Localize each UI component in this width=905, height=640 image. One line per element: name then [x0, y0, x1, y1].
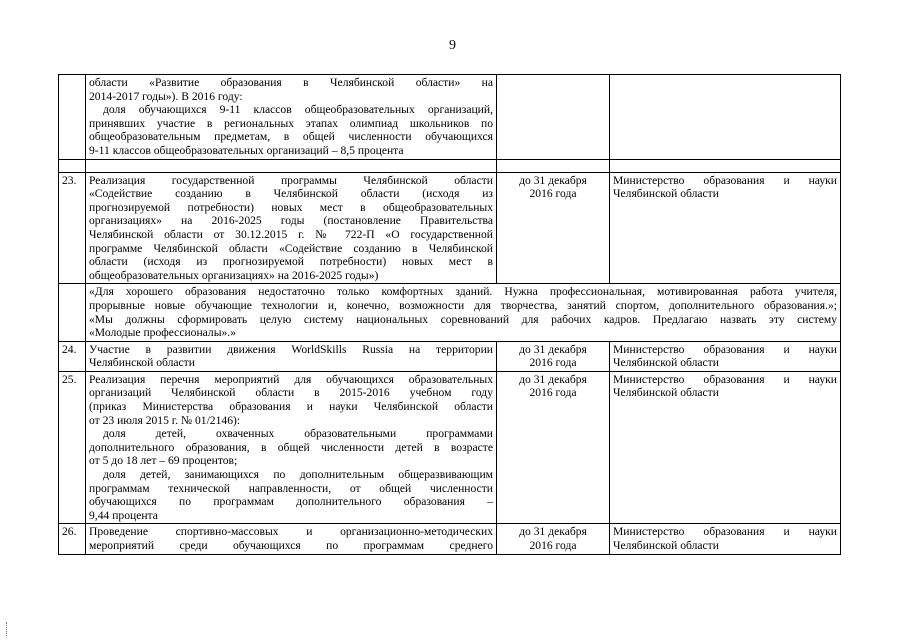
responsible-cell [610, 524, 841, 554]
text-line: программам технической направленности, от общей численности [89, 481, 493, 495]
deadline-line: 2016 года [529, 187, 577, 201]
responsible-line: Министерство образования и науки [613, 173, 837, 187]
text-line: от 23 июля 2015 г. № 01/2146): [89, 413, 241, 427]
text-line: дополнительного образования, в общей численности детей в возрасте [89, 440, 493, 454]
quote-cell [86, 284, 841, 341]
text-line: доля детей, охваченных образовательными программами [103, 427, 493, 441]
responsible-cell [610, 172, 841, 284]
text-line: Челябинской области от 30.12.2015 г. № 722-П «О государственной [89, 227, 493, 241]
deadline-line: 2016 года [529, 356, 577, 370]
text-line: общеобразовательным предметам, в общей численности обучающихся [89, 130, 493, 144]
quote-row [59, 284, 841, 341]
deadline-cell [497, 172, 610, 284]
text-line: Челябинской области [89, 356, 195, 370]
text-line: Реализация перечня мероприятий для обучающихся образовательных [89, 372, 493, 386]
quote-line: прорывные новые обучающие технологии и, конечно, возможности для творчества, занятий спортом, дополнительного образования.»; [89, 298, 837, 312]
row-number: 26. [59, 524, 86, 554]
text-line: организаций Челябинской области в 2015-2016 учебном году [89, 386, 493, 400]
row-number-cell [59, 75, 86, 160]
table-row-spacer [59, 159, 841, 172]
responsible-line: Министерство образования и науки [613, 342, 837, 356]
responsible-cell [610, 341, 841, 371]
responsible-line: Министерство образования и науки [613, 525, 837, 539]
text-line: доля обучающихся 9-11 классов общеобразовательных организаций, [103, 103, 493, 117]
table-row-25 [59, 371, 841, 524]
text-line: обучающихся по программам дополнительного образования – [89, 495, 493, 509]
quote-line: «Молодые профессионалы».» [89, 326, 236, 340]
measure-text-cell [86, 371, 497, 524]
text-line: области «Развитие образования в Челябинской области» на [89, 76, 493, 89]
table-row-26 [59, 524, 841, 554]
measure-text-cell [86, 341, 497, 371]
measure-text-cell [86, 75, 497, 160]
text-line: прогнозируемой потребности) новых мест в общеобразовательных [89, 200, 493, 214]
deadline-line: 2016 года [529, 386, 577, 400]
responsible-line: Челябинской области [613, 356, 719, 370]
measures-table [58, 74, 841, 555]
text-line: (приказ Министерства образования и науки Челябинской области [89, 400, 493, 414]
text-line: 9-11 классов общеобразовательных организаций – 8,5 процента [89, 143, 404, 157]
page-number: 9 [449, 38, 456, 53]
responsible-line: Челябинской области [613, 539, 719, 552]
deadline-line: до 31 декабря [519, 372, 587, 386]
text-line: 2014-2017 годы»). В 2016 году: [89, 89, 243, 103]
deadline-line: до 31 декабря [519, 525, 587, 539]
responsible-line: Челябинской области [613, 187, 719, 201]
deadline-cell [497, 75, 610, 160]
text-line: «Содействие созданию в Челябинской области (исходя из [89, 187, 493, 201]
table-row-24 [59, 341, 841, 371]
table-row-23 [59, 172, 841, 284]
table-row-continuation [59, 75, 841, 160]
text-line: мероприятий среди обучающихся по программам среднего [89, 539, 493, 552]
deadline-line: до 31 декабря [519, 173, 587, 187]
text-line: программе Челябинской области «Содействие созданию в Челябинской [89, 241, 493, 255]
text-line: организациях» на 2016-2025 годы (постановление Правительства [89, 214, 493, 228]
deadline-line: до 31 декабря [519, 342, 587, 356]
text-line: Проведение спортивно-массовых и организационно-методических [89, 525, 493, 539]
text-line: Участие в развитии движения WorldSkills Russia на территории [89, 342, 493, 356]
text-line: общеобразовательных организациях» на 2016-2025 годы») [89, 268, 379, 282]
text-line: Реализация государственной программы Челябинской области [89, 173, 493, 187]
row-number: 25. [59, 371, 86, 524]
responsible-line: Министерство образования и науки [613, 372, 837, 386]
row-number: 24. [59, 341, 86, 371]
measure-text-cell [86, 524, 497, 554]
scan-edge-mark [6, 622, 8, 636]
responsible-cell [610, 371, 841, 524]
quote-line: «Для хорошего образования недостаточно только комфортных зданий. Нужна профессиональная, мотивированная работа учителя, [89, 285, 837, 299]
deadline-line: 2016 года [529, 539, 577, 552]
responsible-cell [610, 75, 841, 160]
measure-text-cell [86, 172, 497, 284]
quote-line: «Мы должны сформировать целую систему национальных соревнований для рабочих кадров. Предлагаю назвать эту систему [89, 312, 837, 326]
text-line: принявших участие в региональных этапах олимпиад школьников по [89, 116, 493, 130]
deadline-cell [497, 524, 610, 554]
row-number: 23. [59, 172, 86, 284]
deadline-cell [497, 341, 610, 371]
text-line: области (исходя из прогнозируемой потребности) новых мест в [89, 255, 493, 269]
text-line: от 5 до 18 лет – 69 процентов; [89, 454, 238, 468]
responsible-line: Челябинской области [613, 386, 719, 400]
text-line: 9,44 процента [89, 508, 158, 522]
deadline-cell [497, 371, 610, 524]
text-line: доля детей, занимающихся по дополнительным общеразвивающим [103, 468, 493, 482]
